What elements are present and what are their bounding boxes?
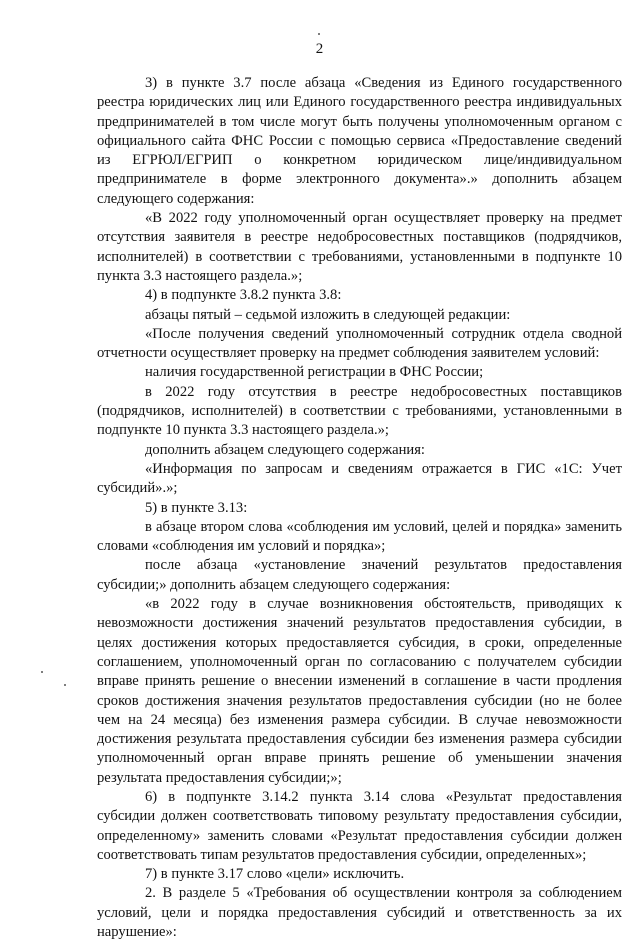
paragraph: «Информация по запросам и сведениям отражается в ГИС «1С: Учет субсидий».»; [97,460,622,497]
paragraph: 6) в подпункте 3.14.2 пункта 3.14 слова «Результат предоставления субсидии должен соответствовать типовому результату предоставления субсидии, определенному» заменить словами «Результат предоставления субсидии должен соответствовать типам результатов предоставления субсидии, определенных»; [97,788,622,863]
paragraph: «После получения сведений уполномоченный сотрудник отдела сводной отчетности осуществляет проверку на предмет соблюдения заявителем условий: [97,325,622,362]
paragraph: «В 2022 году уполномоченный орган осуществляет проверку на предмет отсутствия заявителя в реестре недобросовестных поставщиков (подрядчиков, исполнителей) в соответствии с требованиями, установленными в подпункте 10 пункта 3.3 настоящего раздела.»; [97,210,622,284]
paragraph: 7) в пункте 3.17 слово «цели» исключить. [145,866,405,883]
paragraph: в абзаце втором слова «соблюдения им условий, целей и порядка» заменить словами «соблюдения им условий и порядка»; [97,518,622,555]
paragraph: 3) в пункте 3.7 после абзаца «Сведения из Единого государственного реестра юридических лиц или Единого государственного реестра индивидуальных предпринимателей в том числе могут быть получены уполномоченным органом с официального сайта ФНС России с помощью сервиса «Предоставление сведений из ЕГРЮЛ/ЕГРИП о конкретном юридическом лице/индивидуальном предпринимателе в форме электронного документа».» дополнить абзацем следующего содержания: [97,75,622,207]
paragraph: после абзаца «установление значений результатов предоставления субсидии;» дополнить абзацем следующего содержания: [97,557,622,593]
document-body [97,74,622,942]
paragraph: в 2022 году отсутствия в реестре недобросовестных поставщиков (подрядчиков, исполнителей) в соответствии с требованиями, установленными в подпункте 10 пункта 3.3 настоящего раздела.»; [97,383,622,439]
paragraph: 5) в пункте 3.13: [145,499,248,516]
paragraph: абзацы пятый – седьмой изложить в следующей редакции: [145,306,511,323]
paragraph: 2. В разделе 5 «Требования об осуществлении контроля за соблюдением условий, цели и порядка предоставления субсидий и ответственность за их нарушение»: [97,885,622,941]
page-number: 2 [315,41,324,57]
paragraph: «в 2022 году в случае возникновения обстоятельств, приводящих к невозможности достижения значений результатов предоставления субсидии, в целях достижения которых предоставляется субсидия, в сроки, определенные соглашением, уполномоченный орган по согласованию с получателем субсидии вправе принять решение о внесении изменений в соглашение в части продления сроков достижения значения результатов предоставления субсидии (но не более чем на 24 месяца) без изменения размера субсидии. В случае невозможности достижения результата предоставления субсидии без изменения размера субсидии уполномоченный орган вправе принять решение об уменьшении значения результата предоставления субсидии;»; [97,596,622,786]
paragraph: наличия государственной регистрации в ФНС России; [145,364,484,381]
paragraph: дополнить абзацем следующего содержания: [145,441,425,458]
paragraph: 4) в подпункте 3.8.2 пункта 3.8: [145,287,342,304]
scan-speck [64,684,66,686]
scan-speck [41,671,43,673]
scan-speck [318,33,320,35]
